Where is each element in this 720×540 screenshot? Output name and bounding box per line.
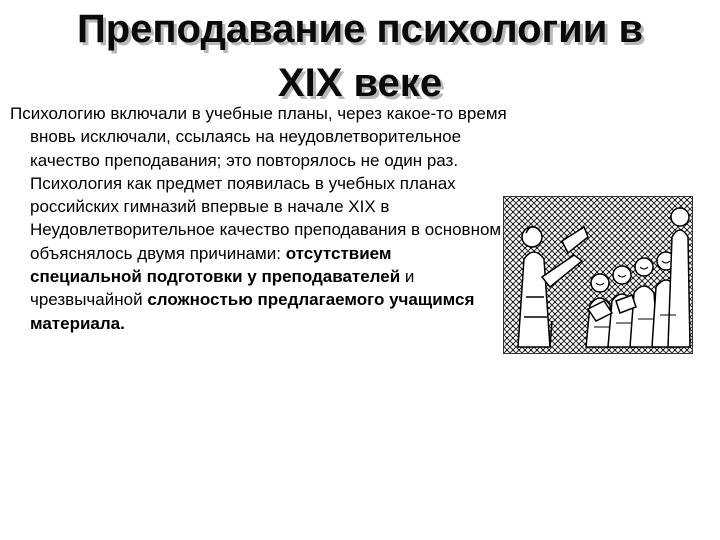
body-bold-reason-2: сложностью предлагаемого учащимся материала. [30,290,475,333]
engraving-teacher-and-students-icon [503,196,693,354]
slide-title [20,2,700,110]
body-plain-text: Психологию включали в учебные планы, через какое-то время вновь исключали, ссылаясь на неудовлетворительное качество преподавания; это повторялось не один раз. Психология как предмет появилась в учебных планах российских гимназий впервые в начале XIX в Неудовлетворительное качество преподавания в основном объяснялось двумя причинами: [10,104,507,263]
body-plain-text-2: чрезвычайной [30,290,143,310]
title-line-1: Преподавание психологии в [76,7,644,51]
title-line-2: XIX веке [277,61,443,105]
body-and-word: и [404,267,415,287]
body-paragraph [10,102,508,335]
body-bold-reason-1: отсутствием специальной подготовки у преподавателей [30,243,401,287]
